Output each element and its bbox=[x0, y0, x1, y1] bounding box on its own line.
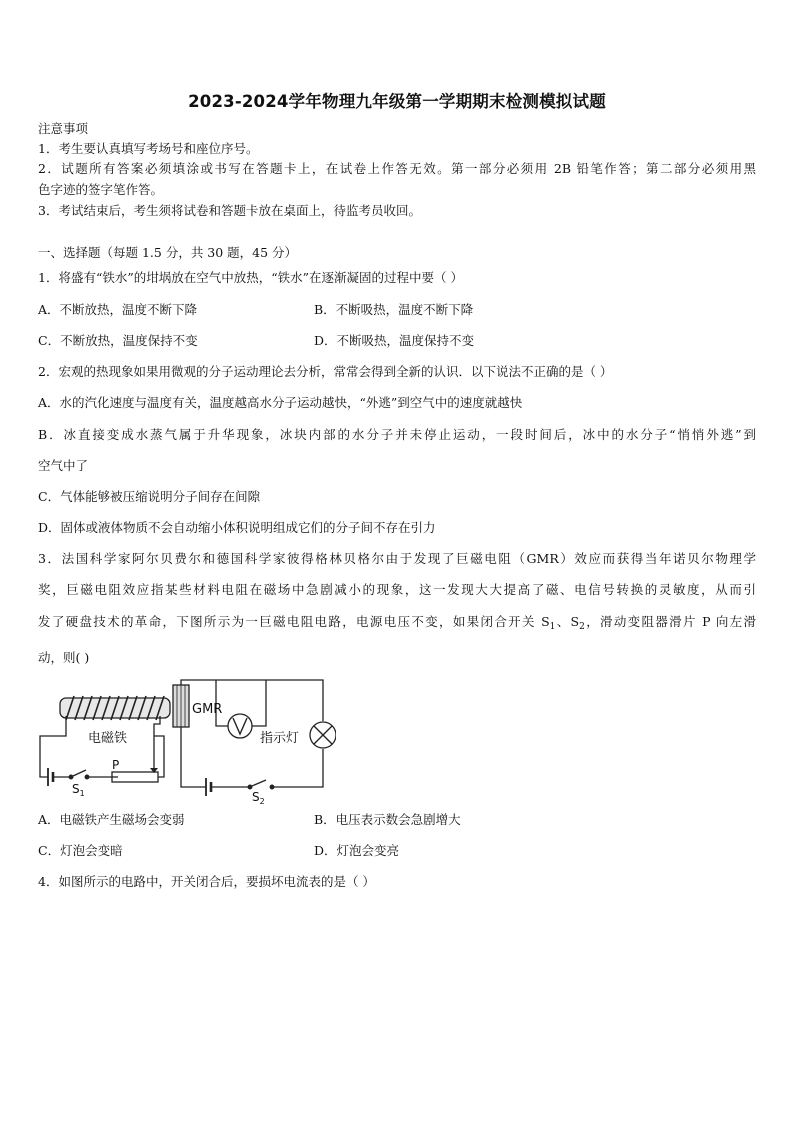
q2-option-c: C．气体能够被压缩说明分子间存在间隙 bbox=[38, 489, 261, 504]
q1-option-d: D．不断吸热，温度保持不变 bbox=[314, 333, 475, 348]
q2-option-b: B．冰直接变成水蒸气属于升华现象，冰块内部的水分子并未停止运动，一段时间后，冰中的水分子“悄悄外逃”到 bbox=[38, 427, 756, 442]
q1-option-a: A．不断放热，温度不断下降 bbox=[38, 302, 198, 317]
question-4-stem: 4．如图所示的电路中，开关闭合后，要损坏电流表的是（ ） bbox=[38, 874, 375, 889]
notice-item: 色字迹的签字笔作答。 bbox=[38, 182, 164, 197]
q3-option-b: B．电压表示数会急剧增大 bbox=[314, 812, 461, 827]
q2-option-d: D．固体或液体物质不会自动缩小体积说明组成它们的分子间不存在引力 bbox=[38, 520, 436, 535]
page-title: 2023-2024学年物理九年级第一学期期末检测模拟试题 bbox=[188, 92, 606, 111]
gmr-circuit-diagram bbox=[36, 676, 336, 804]
rheostat bbox=[112, 772, 158, 782]
q1-option-c: C．不断放热，温度保持不变 bbox=[38, 333, 198, 348]
notice-item: 3．考试结束后，考生须将试卷和答题卡放在桌面上，待监考员收回。 bbox=[38, 203, 421, 218]
question-3-stem: 3．法国科学家阿尔贝费尔和德国科学家彼得格林贝格尔由于发现了巨磁电阻（GMR）效应而获得当年诺贝尔物理学 bbox=[38, 551, 756, 566]
notice-item: 1．考生要认真填写考场号和座位序号。 bbox=[38, 141, 259, 156]
q3-option-a: A．电磁铁产生磁场会变弱 bbox=[38, 812, 185, 827]
section-heading: 一、选择题（每题 1.5 分，共 30 题，45 分） bbox=[38, 245, 298, 260]
question-1-stem: 1．将盛有“铁水”的坩埚放在空气中放热，“铁水”在逐渐凝固的过程中要（ ） bbox=[38, 270, 463, 285]
q2-option-a: A．水的汽化速度与温度有关，温度越高水分子运动越快，“外逃”到空气中的速度就越快 bbox=[38, 395, 523, 410]
notice-item: 2．试题所有答案必须填涂或书写在答题卡上，在试卷上作答无效。第一部分必须用 2B 铅笔作答；第二部分必须用黑 bbox=[38, 161, 756, 176]
slider-label: P bbox=[112, 758, 120, 772]
q1-option-b: B．不断吸热，温度不断下降 bbox=[314, 302, 474, 317]
question-2-stem: 2．宏观的热现象如果用微观的分子运动理论去分析，常常会得到全新的认识．以下说法不正确的是（ ） bbox=[38, 364, 613, 379]
q3-option-c: C．灯泡会变暗 bbox=[38, 843, 123, 858]
question-3-stem-cont: 发了硬盘技术的革命，下图所示为一巨磁电阻电路，电源电压不变，如果闭合开关 $S_1$、$S_2$，滑动变阻器滑片 P 向左滑 bbox=[38, 614, 756, 632]
q2-option-b-cont: 空气中了 bbox=[38, 458, 89, 473]
notice-heading: 注意事项 bbox=[38, 121, 89, 136]
question-3-stem-cont: 奖，巨磁电阻效应指某些材料电阻在磁场中急剧减小的现象，这一发现大大提高了磁、电信号转换的灵敏度，从而引 bbox=[38, 582, 756, 597]
electromagnet-label: 电磁铁 bbox=[88, 731, 128, 746]
switch-s2 bbox=[248, 785, 252, 789]
indicator-label: 指示灯 bbox=[260, 731, 300, 746]
slider-lead bbox=[154, 716, 160, 769]
switch-s1 bbox=[69, 775, 73, 779]
question-3-stem-end: 动，则( ) bbox=[38, 650, 90, 665]
switch-s2-label: $S_2$ bbox=[252, 790, 265, 804]
gmr-label: GMR bbox=[192, 702, 223, 717]
switch-s1-label: $S_1$ bbox=[72, 782, 85, 798]
q3-option-d: D．灯泡会变亮 bbox=[314, 843, 400, 858]
